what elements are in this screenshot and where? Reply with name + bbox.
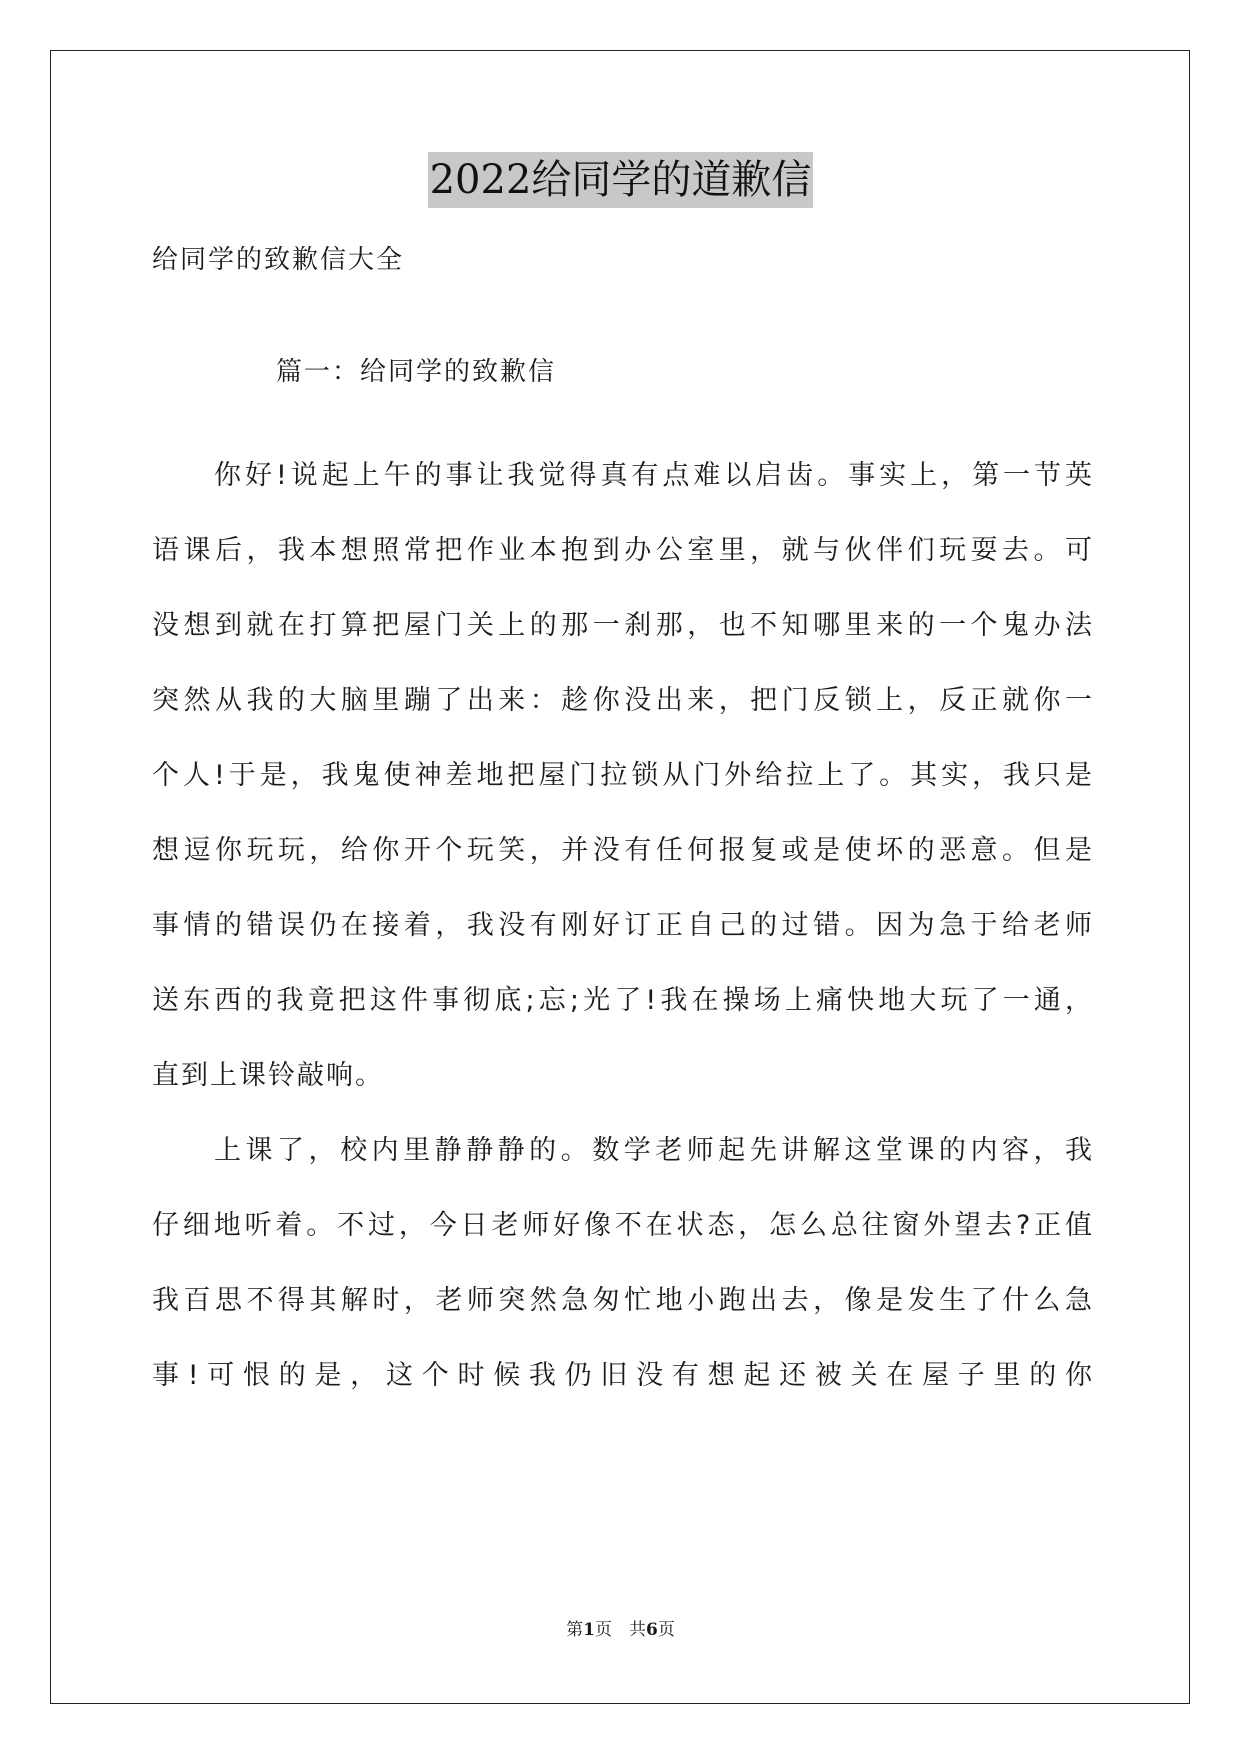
page-suffix: 页 (657, 1620, 675, 1640)
page-prefix: 第 (566, 1620, 584, 1640)
title-wrap (0, 152, 1241, 208)
paragraph-1-line-3: 没想到就在打算把屋门关上的那一刹那，也不知哪里来的一个鬼办法 (152, 610, 1092, 641)
paragraph-1-line-4: 突然从我的大脑里蹦了出来：趁你没出来，把门反锁上，反正就你一 (152, 685, 1092, 716)
paragraph-1-line-1: 你好!说起上午的事让我觉得真有点难以启齿。事实上，第一节英 (214, 460, 1092, 491)
paragraph-1-line-8: 送东西的我竟把这件事彻底;忘;光了!我在操场上痛快地大玩了一通， (152, 985, 1092, 1016)
document-title: 2022给同学的道歉信 (428, 152, 814, 208)
paragraph-2-line-1: 上课了，校内里静静静的。数学老师起先讲解这堂课的内容，我 (214, 1135, 1092, 1166)
section-heading: 篇一：给同学的致歉信 (276, 357, 557, 387)
paragraph-1-line-2: 语课后，我本想照常把作业本抱到办公室里，就与伙伴们玩耍去。可 (152, 535, 1092, 566)
paragraph-2-line-4: 事!可恨的是，这个时候我仍旧没有想起还被关在屋子里的你 (152, 1360, 1092, 1391)
paragraph-1-line-6: 想逗你玩玩，给你开个玩笑，并没有任何报复或是使坏的恶意。但是 (152, 835, 1092, 866)
paragraph-1-line-7: 事情的错误仍在接着，我没有刚好订正自己的过错。因为急于给老师 (152, 910, 1092, 941)
paragraph-1-line-9: 直到上课铃敲响。 (152, 1060, 384, 1091)
total-page-count: 6 (646, 1620, 658, 1640)
paragraph-2-line-2: 仔细地听着。不过，今日老师好像不在状态，怎么总往窗外望去?正值 (152, 1210, 1092, 1241)
current-page-number: 1 (583, 1620, 595, 1640)
page-footer (0, 1618, 1241, 1642)
page-middle-text: 页 共 (595, 1620, 646, 1640)
paragraph-1-line-5: 个人!于是，我鬼使神差地把屋门拉锁从门外给拉上了。其实，我只是 (152, 760, 1092, 791)
document-subtitle: 给同学的致歉信大全 (152, 245, 405, 275)
page-border (50, 50, 1190, 1704)
paragraph-2-line-3: 我百思不得其解时，老师突然急匆忙地小跑出去，像是发生了什么急 (152, 1285, 1092, 1316)
